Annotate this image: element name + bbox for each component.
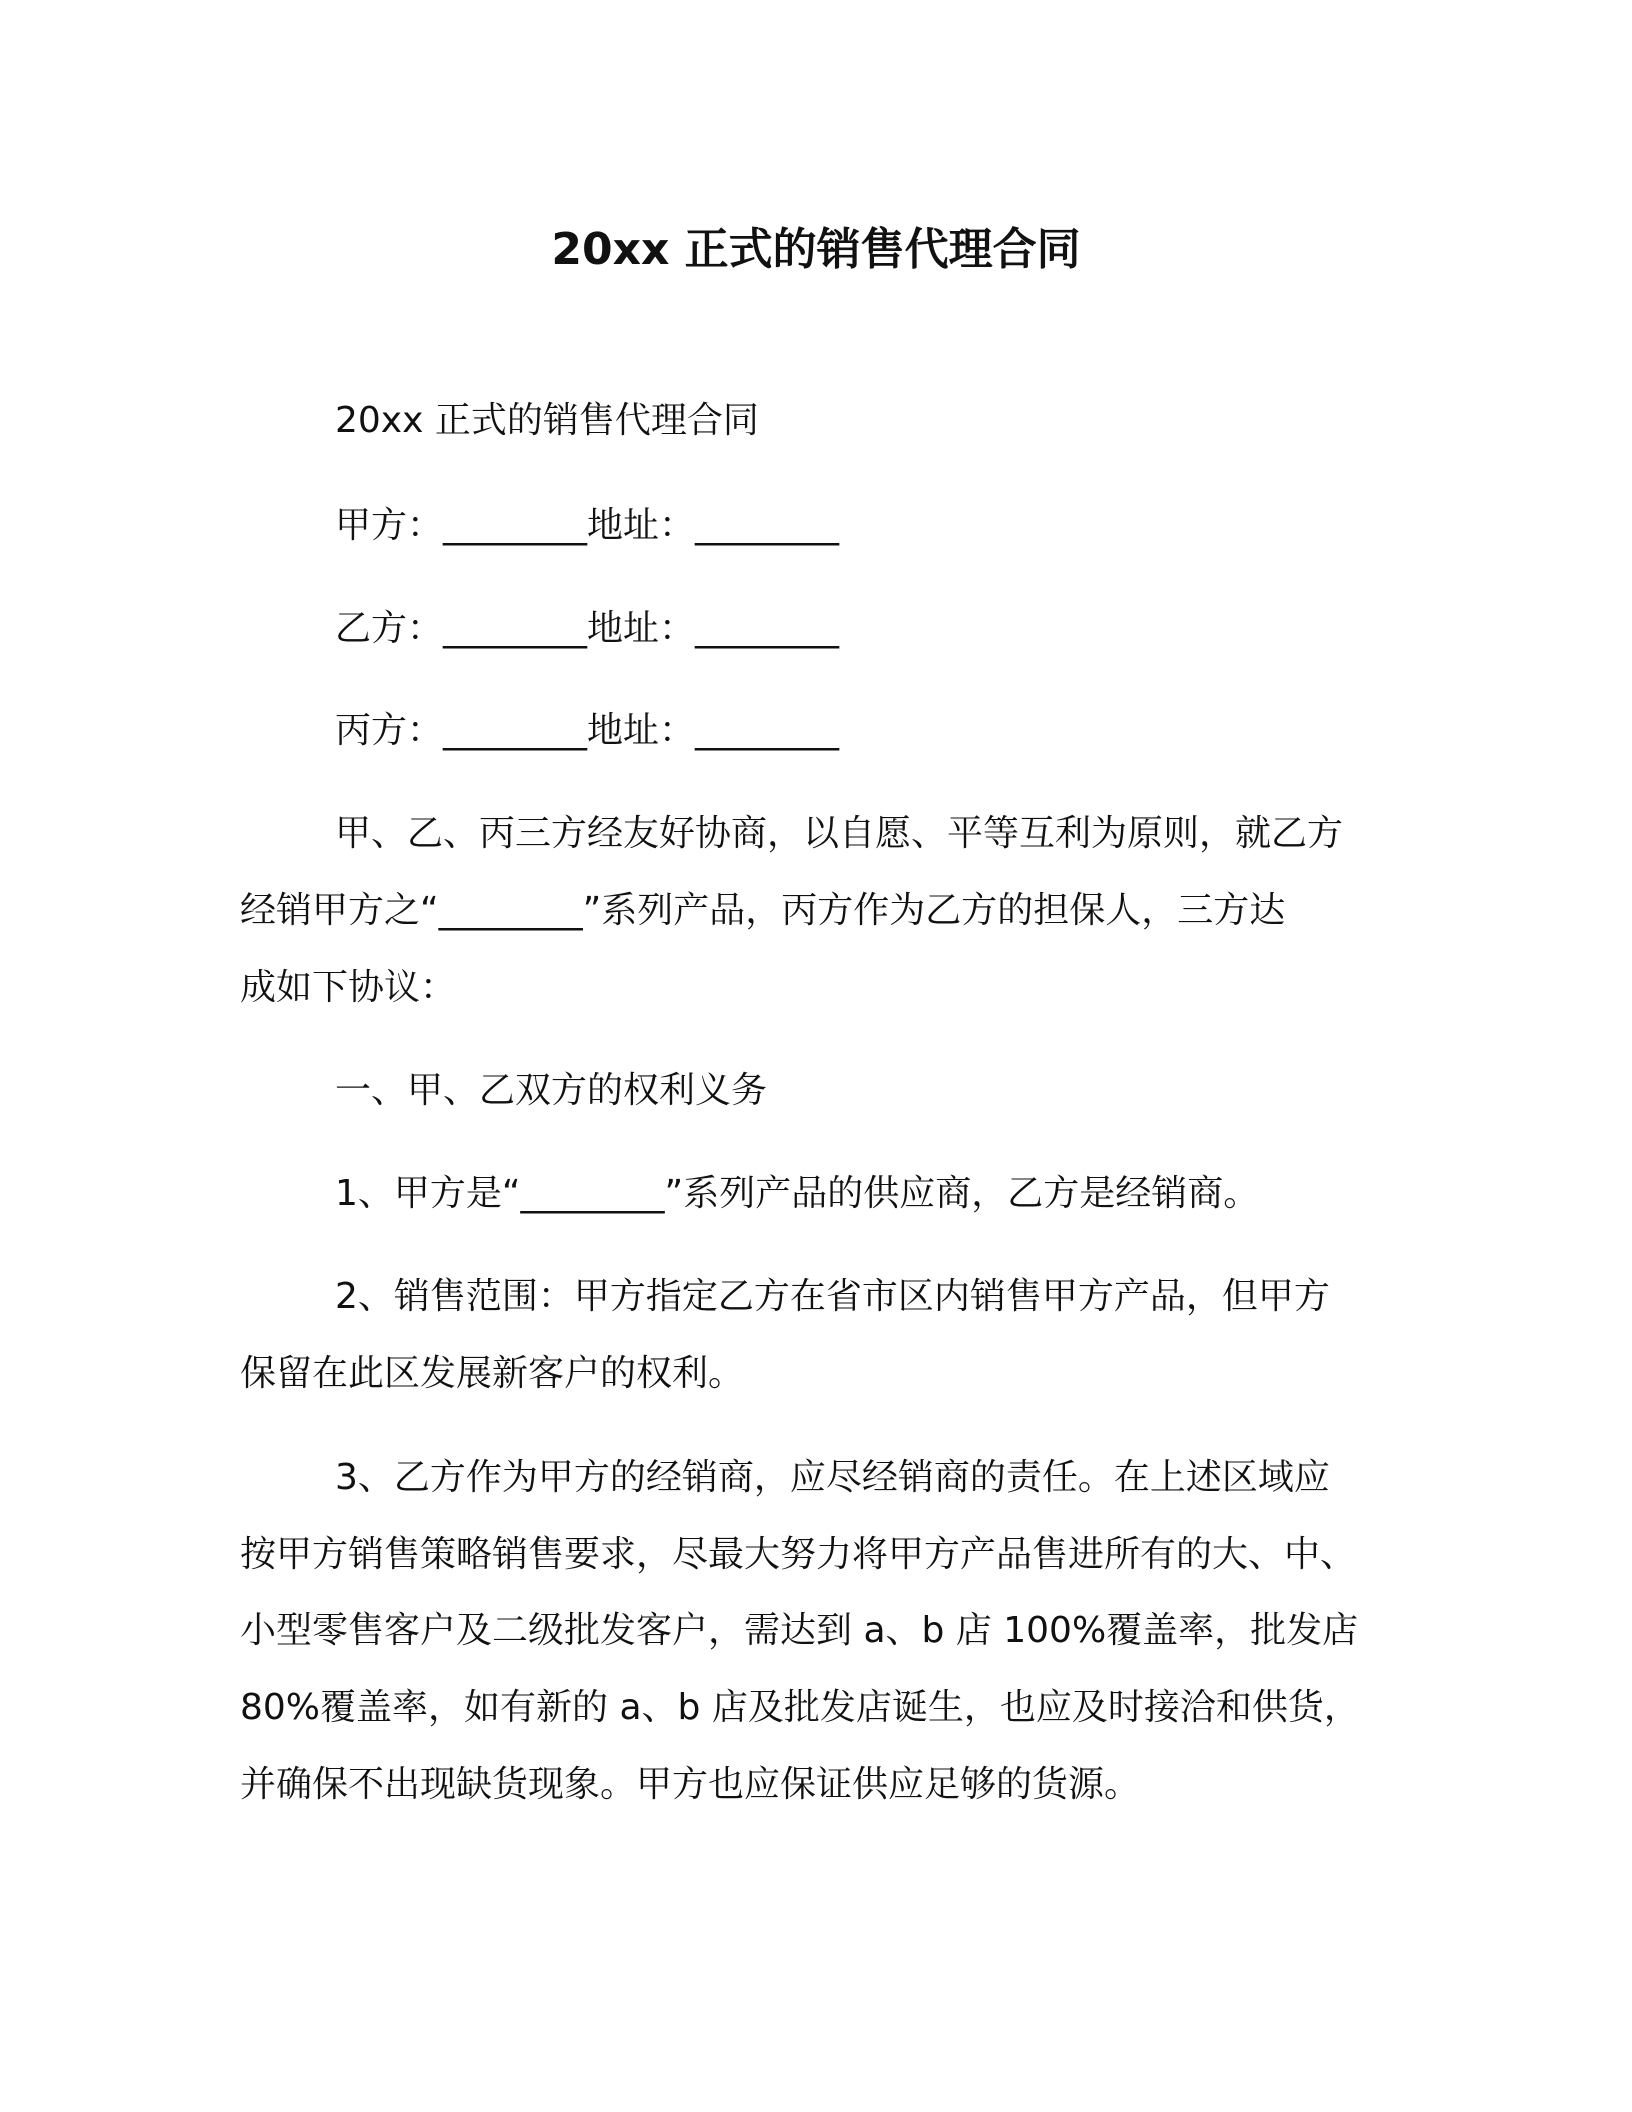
clause-line: 按甲方销售策略销售要求，尽最大努力将甲方产品售进所有的大、中、 — [240, 1534, 1357, 1575]
party-b-line: 乙方：________地址：________ — [335, 608, 840, 649]
preamble-line: 成如下协议： — [240, 967, 457, 1008]
clause-line: 80%覆盖率，如有新的 a、b 店及批发店诞生，也应及时接洽和供货， — [240, 1687, 1360, 1728]
preamble-line: 甲、乙、丙三方经友好协商，以自愿、平等互利为原则，就乙方 — [335, 813, 1344, 854]
clause-1: 1、甲方是“________”系列产品的供应商，乙方是经销商。 — [335, 1173, 1260, 1214]
clause-line: 3、乙方作为甲方的经销商，应尽经销商的责任。在上述区域应 — [335, 1457, 1330, 1498]
clause-line: 小型零售客户及二级批发客户，需达到 a、b 店 100%覆盖率，批发店 — [240, 1610, 1359, 1651]
document-title: 20xx 正式的销售代理合同 — [551, 224, 1081, 275]
preamble-line: 经销甲方之“________”系列产品，丙方作为乙方的担保人，三方达 — [240, 890, 1286, 931]
section-heading: 一、甲、乙双方的权利义务 — [335, 1070, 768, 1111]
clause-line: 2、销售范围：甲方指定乙方在省市区内销售甲方产品，但甲方 — [335, 1276, 1330, 1317]
document-subtitle: 20xx 正式的销售代理合同 — [335, 400, 759, 441]
party-a-line: 甲方：________地址：________ — [335, 505, 840, 546]
clause-line: 保留在此区发展新客户的权利。 — [240, 1353, 745, 1394]
party-c-line: 丙方：________地址：________ — [335, 710, 840, 751]
clause-line: 并确保不出现缺货现象。甲方也应保证供应足够的货源。 — [240, 1764, 1141, 1805]
